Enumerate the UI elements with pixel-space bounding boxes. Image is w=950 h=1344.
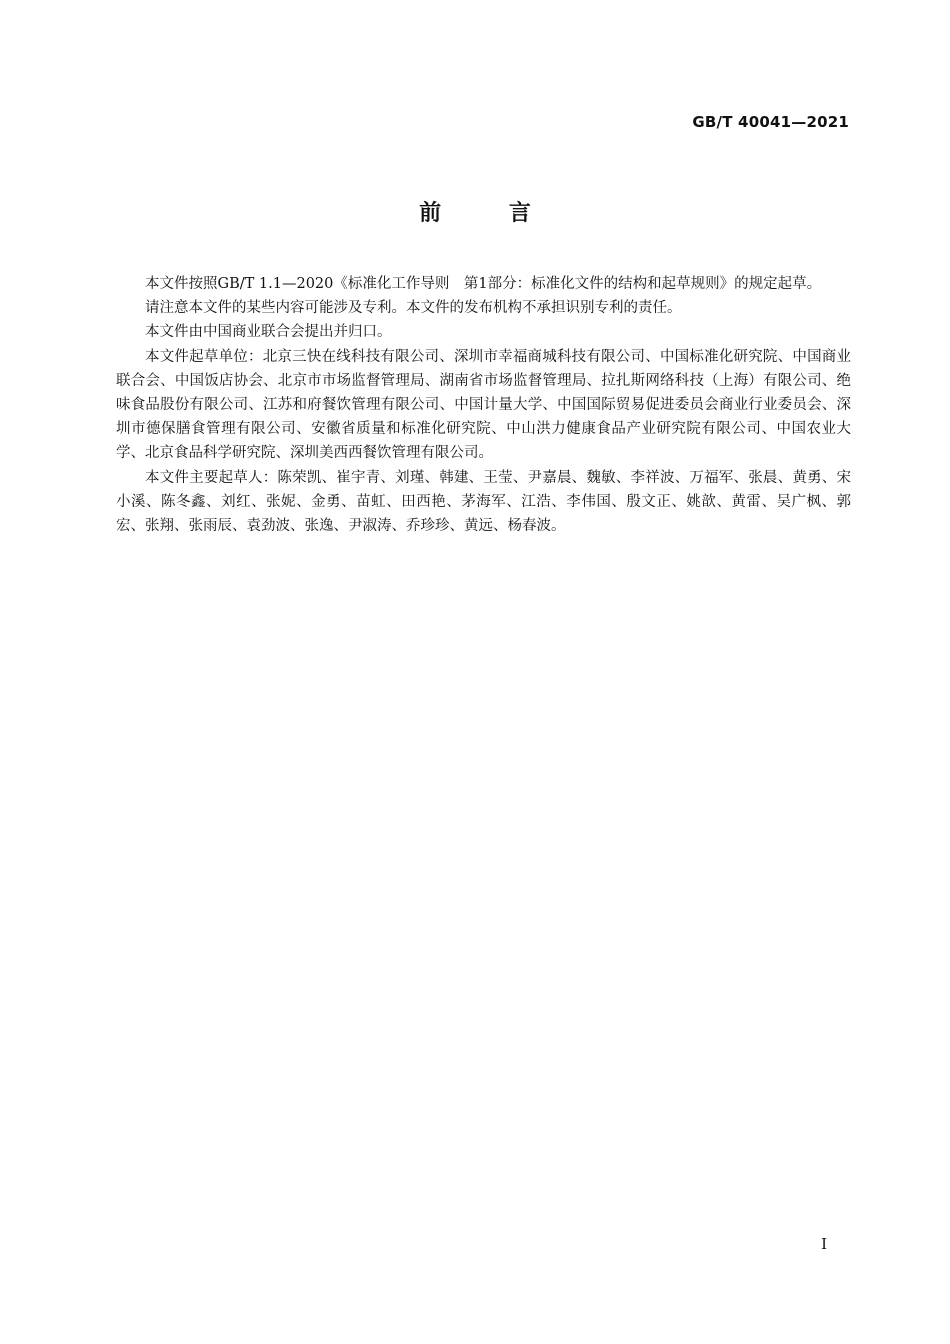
paragraph-patent-notice: 请注意本文件的某些内容可能涉及专利。本文件的发布机构不承担识别专利的责任。 <box>145 300 682 317</box>
paragraph-drafting-units: 本文件起草单位：北京三快在线科技有限公司、深圳市幸福商城科技有限公司、中国标准化研究院、中国商业联合会、中国饭店协会、北京市市场监督管理局、湖南省市场监督管理局、拉扎斯网络科技（上海）有限公司、绝味食品股份有限公司、江苏和府餐饮管理有限公司、中国计量大学、中国国际贸易促进委员会商业行业委员会、深圳市德保膳食管理有限公司、安徽省质量和标准化研究院、中山洪力健康食品产业研究院有限公司、中国农业大学、北京食品科学研究院、深圳美西西餐饮管理有限公司。 <box>116 348 851 462</box>
paragraph-main-drafters: 本文件主要起草人：陈荣凯、崔宇青、刘瑾、韩建、王莹、尹嘉晨、魏敏、李祥波、万福军、张晨、黄勇、宋小溪、陈冬鑫、刘红、张妮、金勇、苗虹、田西艳、茅海军、江浩、李伟国、殷文正、姚歆、黄雷、吴广枫、郭宏、张翔、张雨辰、袁劲波、张逸、尹淑涛、乔珍珍、黄远、杨春波。 <box>116 469 851 535</box>
page-number: I <box>821 1235 827 1253</box>
preface-body <box>116 272 851 538</box>
paragraph-drafting-rules: 本文件按照GB/T 1.1—2020《标准化工作导则 第1部分：标准化文件的结构和起草规则》的规定起草。 <box>145 276 822 292</box>
standard-code: GB/T 40041—2021 <box>692 113 849 131</box>
paragraph-proposer: 本文件由中国商业联合会提出并归口。 <box>145 324 392 341</box>
page-title: 前 言 <box>419 201 561 226</box>
